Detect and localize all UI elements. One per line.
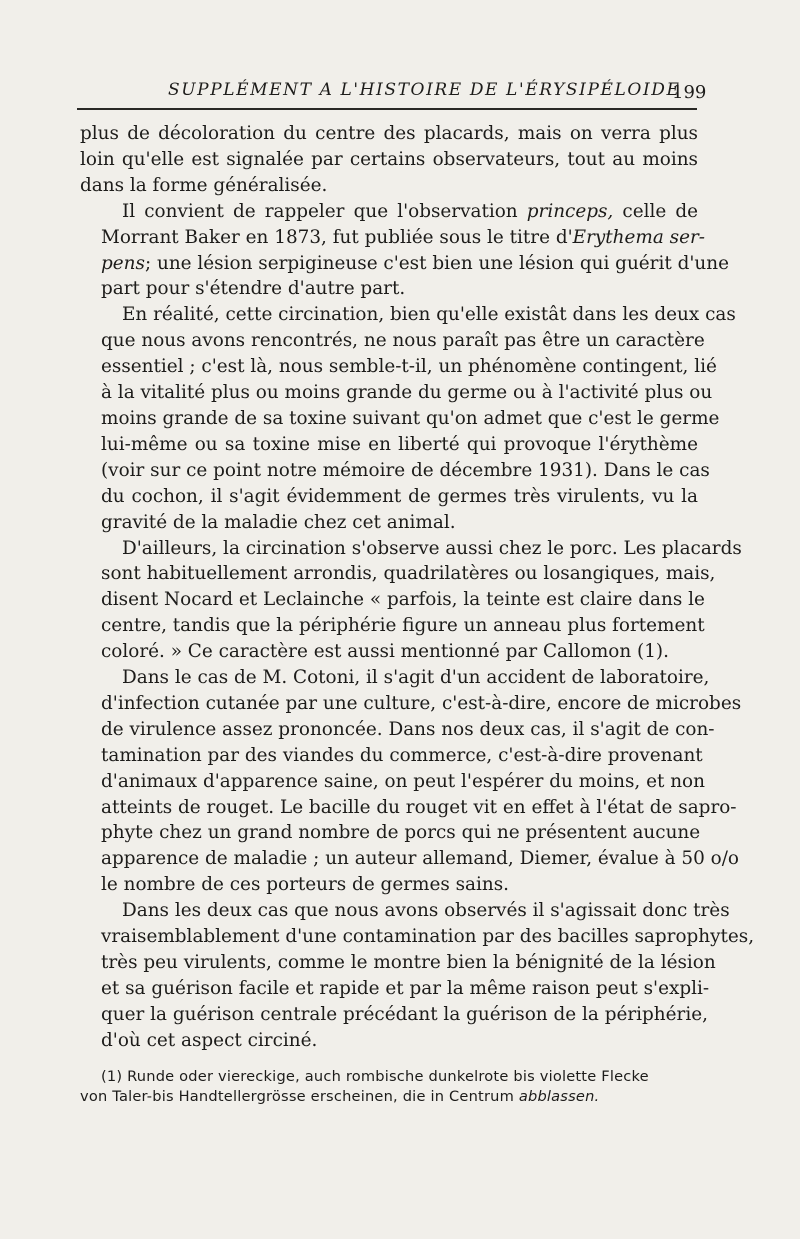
text-line: d'animaux d'apparence saine, on peut l'espérer du moins, et non	[101, 770, 705, 792]
text-line: que nous avons rencontrés, ne nous paraît pas être un caractère	[101, 330, 705, 352]
text-line: part pour s'étendre d'autre part.	[101, 278, 406, 300]
text-line: vraisemblablement d'une contamination par des bacilles saprophytes,	[101, 926, 755, 948]
text-line: disent Nocard et Leclainche « parfois, la teinte est claire dans le	[101, 589, 705, 611]
italic-term: pens	[101, 252, 145, 274]
text-line: Dans le cas de M. Cotoni, il s'agit d'un accident de laboratoire,	[122, 667, 710, 689]
running-title: SUPPLÉMENT A L'HISTOIRE DE L'ÉRYSIPÉLOIDE	[168, 80, 681, 100]
text-line: à la vitalité plus ou moins grande du germe ou à l'activité plus ou	[101, 382, 713, 404]
text-line: d'infection cutanée par une culture, c'est-à-dire, encore de microbes	[101, 692, 742, 714]
text-run: Il convient de rappeler que l'observation	[122, 200, 527, 222]
text-line: loin qu'elle est signalée par certains observateurs, tout au moins	[80, 148, 698, 170]
text-line: plus de décoloration du centre des placards, mais on verra plus	[80, 123, 698, 144]
text-line: quer la guérison centrale précédant la guérison de la périphérie,	[101, 1003, 708, 1025]
text-line: sont habituellement arrondis, quadrilatères ou losangiques, mais,	[101, 563, 716, 585]
footnote-line: (1) Runde oder viereckige, auch rombische dunkelrote bis violette Flecke	[101, 1068, 649, 1085]
text-line	[80, 199, 698, 225]
text-line: (voir sur ce point notre mémoire de décembre 1931). Dans le cas	[101, 459, 710, 481]
text-line: apparence de maladie ; un auteur allemand, Diemer, évalue à 50 o/o	[101, 848, 740, 870]
text-run: celle de	[613, 200, 698, 222]
body-text	[80, 121, 755, 1054]
text-line: du cochon, il s'agit évidemment de germes très virulents, vu la	[101, 485, 698, 507]
text-line: moins grande de sa toxine suivant qu'on admet que c'est le germe	[101, 407, 720, 429]
italic-term: princeps,	[526, 200, 614, 222]
text-line: lui-même ou sa toxine mise en liberté qui provoque l'érythème	[101, 433, 698, 455]
text-line: d'où cet aspect circiné.	[101, 1029, 318, 1051]
text-run: ; une lésion serpigineuse c'est bien une lésion qui guérit d'une	[144, 252, 729, 274]
paragraph-6	[80, 898, 755, 1053]
paragraph-4	[80, 536, 742, 666]
text-line: En réalité, cette circination, bien qu'elle existât dans les deux cas	[122, 304, 736, 326]
text-line: très peu virulents, comme le montre bien la bénignité de la lésion	[101, 952, 716, 973]
text-line: et sa guérison facile et rapide et par la même raison peut s'expli-	[101, 977, 710, 999]
text-line: D'ailleurs, la circination s'observe aussi chez le porc. Les placards	[122, 537, 742, 559]
paragraph-3	[80, 302, 736, 535]
text-line: dans la forme généralisée.	[80, 174, 328, 196]
paragraph-5	[80, 665, 742, 898]
text-run: Morrant Baker en 1873, fut publiée sous le titre d'	[101, 226, 573, 248]
text-line	[80, 225, 705, 251]
text-line: centre, tandis que la périphérie figure un anneau plus fortement	[101, 615, 705, 637]
page-number: 199	[672, 82, 707, 103]
header-rule	[77, 108, 697, 110]
footnote-line	[80, 1087, 698, 1107]
text-line: coloré. » Ce caractère est aussi mentionné par Callomon (1).	[101, 641, 669, 663]
text-line	[80, 251, 729, 277]
text-line: phyte chez un grand nombre de porcs qui ne présentent aucune	[101, 822, 701, 844]
text-line: de virulence assez prononcée. Dans nos deux cas, il s'agit de con-	[101, 718, 715, 740]
italic-term: abblassen.	[518, 1088, 600, 1105]
paragraph-2	[80, 199, 729, 303]
italic-term: Erythema ser-	[572, 226, 705, 248]
paragraph-1	[80, 121, 698, 199]
footnote	[80, 1067, 698, 1107]
text-line: Dans les deux cas que nous avons observés il s'agissait donc très	[122, 900, 730, 922]
text-run: von Taler-bis Handtellergrösse erscheinen, die in Centrum	[80, 1088, 519, 1105]
text-line: atteints de rouget. Le bacille du rouget vit en effet à l'état de sapro-	[101, 796, 737, 818]
text-line: gravité de la maladie chez cet animal.	[101, 511, 456, 533]
text-line: essentiel ; c'est là, nous semble-t-il, un phénomène contingent, lié	[101, 356, 717, 378]
text-line: le nombre de ces porteurs de germes sains.	[101, 874, 510, 896]
text-line: tamination par des viandes du commerce, c'est-à-dire provenant	[101, 744, 703, 766]
